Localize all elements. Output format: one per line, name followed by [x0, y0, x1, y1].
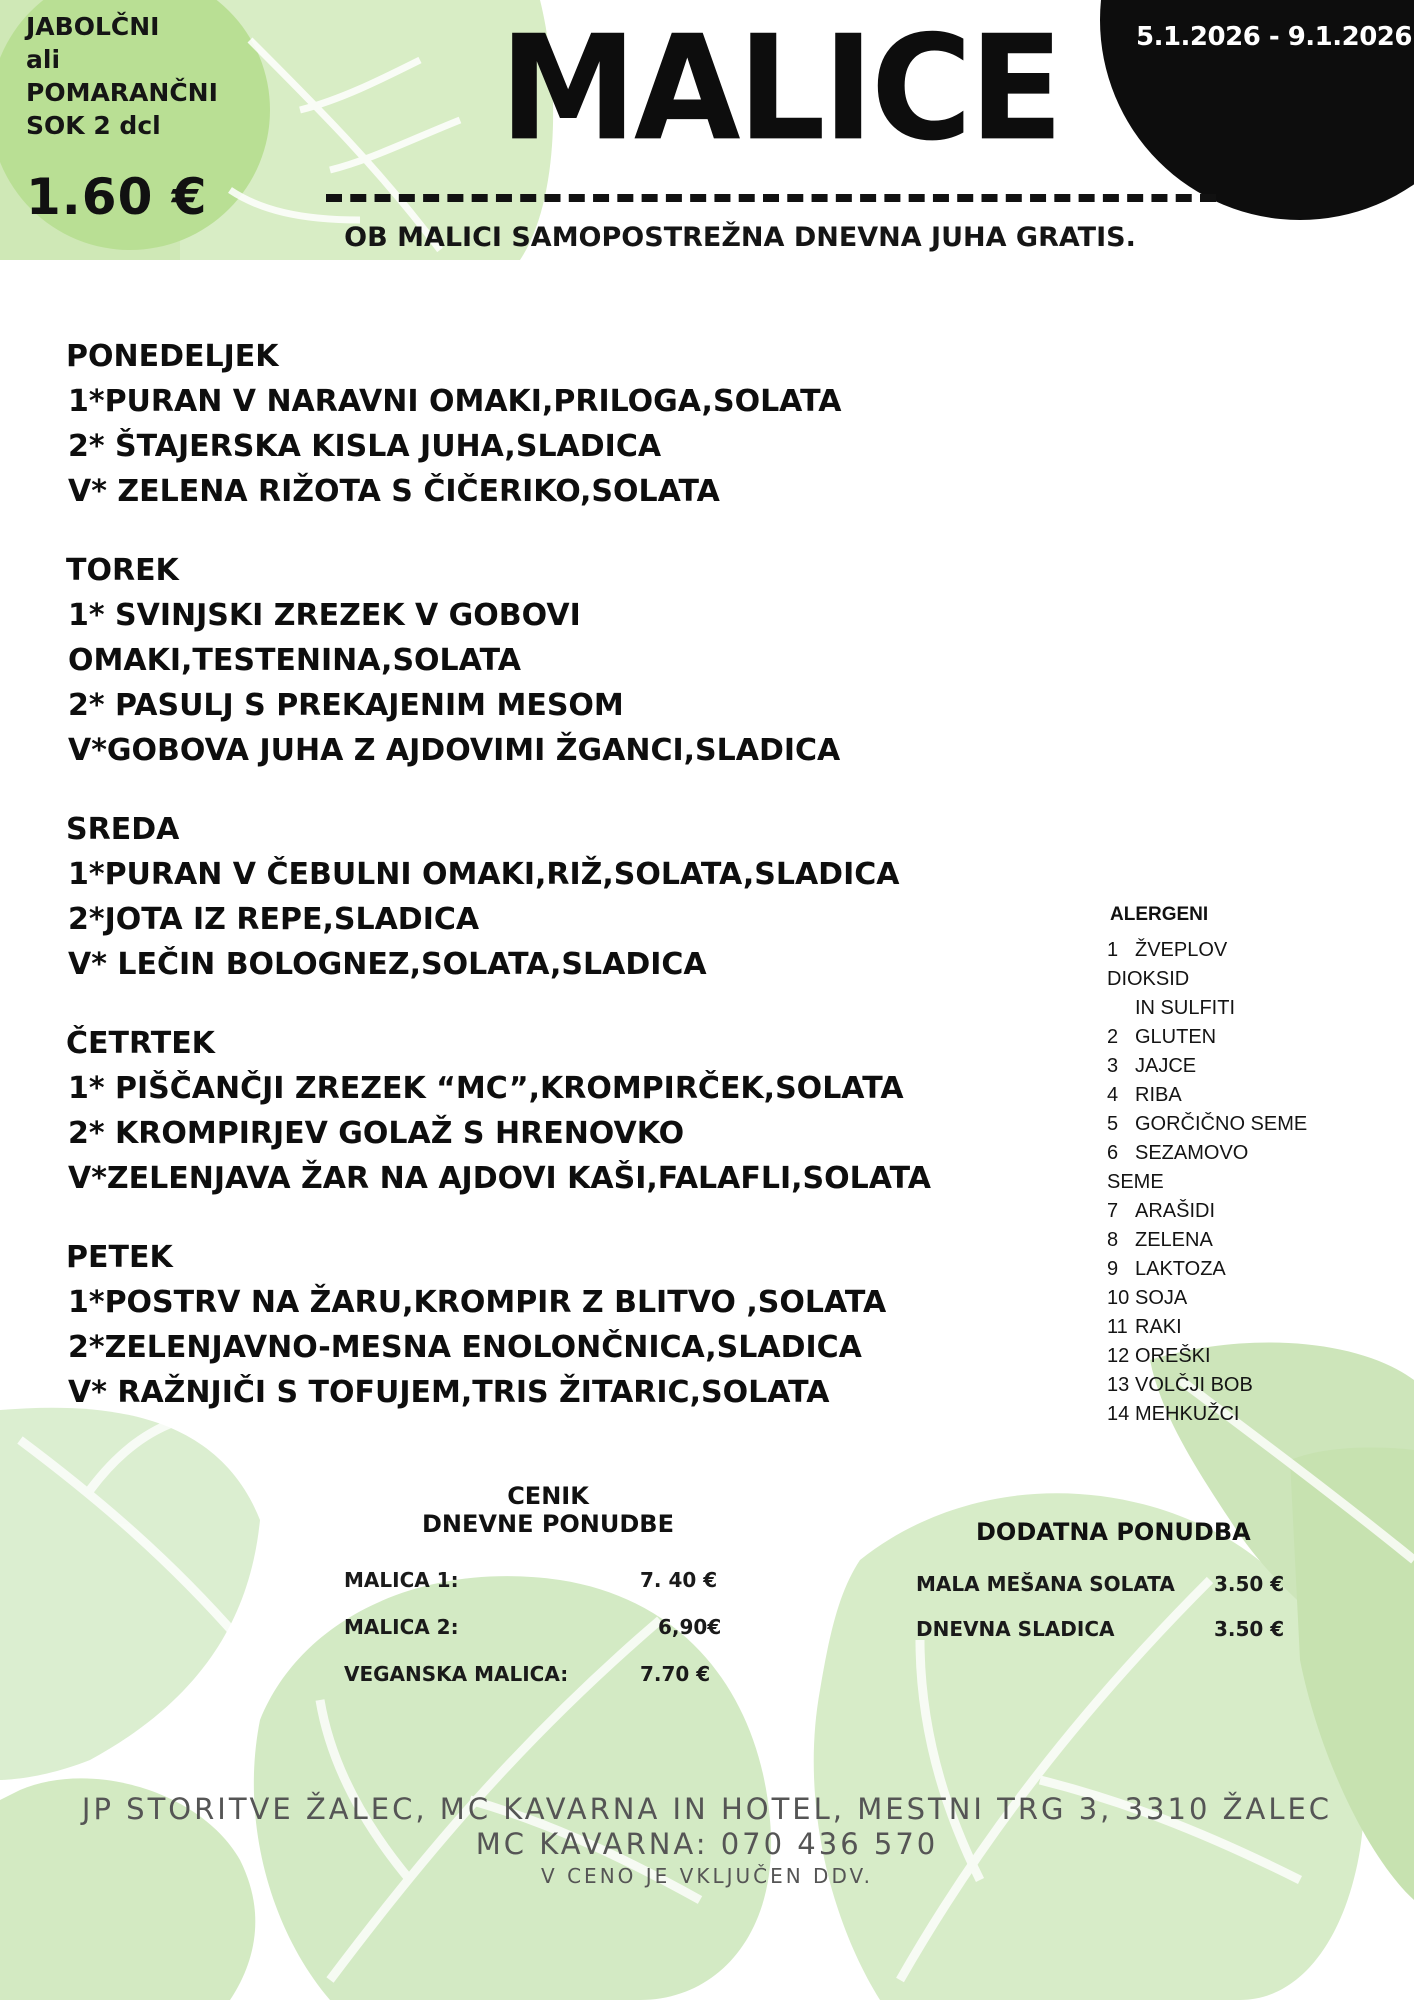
day-name: PONEDELJEK [66, 339, 279, 374]
day-name: SREDA [66, 812, 180, 847]
allergen-text: OREŠKI [1135, 1345, 1211, 1367]
daily-price-list [338, 1482, 758, 1709]
meal-item: 2* KROMPIRJEV GOLAŽ S HRENOVKO [68, 1116, 685, 1151]
allergen-item [1107, 1197, 1337, 1226]
juice-price: 1.60 € [26, 168, 208, 226]
additional-offer [910, 1518, 1330, 1662]
allergen-number: 13 [1107, 1374, 1130, 1396]
allergen-text: RIBA [1135, 1084, 1182, 1106]
meal-item: 1*PURAN V ČEBULNI OMAKI,RIŽ,SOLATA,SLADICA [68, 857, 900, 892]
allergen-text: DIOKSID [1107, 968, 1190, 990]
allergen-list [1107, 936, 1337, 1429]
allergen-item [1107, 1226, 1337, 1255]
allergen-text: IN SULFITI [1135, 997, 1236, 1019]
price-list-title-line-2: DNEVNE PONUDBE [422, 1510, 674, 1538]
allergen-number: 5 [1107, 1113, 1119, 1135]
allergen-item [1107, 1284, 1337, 1313]
allergen-text: GORČIČNO SEME [1135, 1113, 1308, 1135]
allergen-number: 7 [1107, 1200, 1119, 1222]
allergen-item [1107, 994, 1337, 1023]
allergen-number: 3 [1107, 1055, 1119, 1077]
allergen-number: 11 [1107, 1316, 1128, 1338]
allergen-text: SOJA [1135, 1287, 1188, 1309]
price-label: MALICA 2: [344, 1615, 459, 1639]
price-row [338, 1568, 758, 1615]
allergen-number: 2 [1107, 1026, 1119, 1048]
allergen-text: ZELENA [1135, 1229, 1213, 1251]
meal-item: 1*PURAN V NARAVNI OMAKI,PRILOGA,SOLATA [68, 384, 842, 419]
price-rows [338, 1568, 758, 1709]
meal-item: 1* SVINJSKI ZREZEK V GOBOVI OMAKI,TESTENINA,SOLATA [68, 598, 581, 678]
price-row [910, 1572, 1330, 1617]
allergen-text: ŽVEPLOV [1135, 939, 1228, 961]
allergen-item [1107, 1313, 1337, 1342]
price-label: MALA MEŠANA SOLATA [916, 1572, 1175, 1596]
juice-line-1: JABOLČNI [26, 12, 160, 41]
footer [40, 1792, 1374, 1890]
allergen-number: 8 [1107, 1229, 1119, 1251]
weekly-menu [60, 334, 1040, 1449]
allergen-item [1107, 1023, 1337, 1052]
day-name: ČETRTEK [66, 1026, 215, 1061]
footer-phone: MC KAVARNA: 070 436 570 [475, 1827, 939, 1861]
price-row [910, 1617, 1330, 1662]
additional-offer-title: DODATNA PONUDBA [976, 1518, 1251, 1546]
meal-item: V* ZELENA RIŽOTA S ČIČERIKO,SOLATA [68, 474, 720, 509]
allergen-number: 4 [1107, 1084, 1119, 1106]
meal-item: 2*ZELENJAVNO-MESNA ENOLONČNICA,SLADICA [68, 1330, 862, 1365]
allergen-text: JAJCE [1135, 1055, 1197, 1077]
price-value: 6,90€ [658, 1615, 722, 1639]
allergen-item [1107, 1139, 1337, 1168]
day-monday [60, 334, 1040, 514]
juice-line-3: POMARANČNI [26, 78, 218, 107]
meal-item: 2* PASULJ S PREKAJENIM MESOM [68, 688, 624, 723]
meal-item: V*ZELENJAVA ŽAR NA AJDOVI KAŠI,FALAFLI,SOLATA [68, 1161, 932, 1196]
day-tuesday [60, 548, 1040, 773]
allergen-item [1107, 1400, 1337, 1429]
allergen-text: VOLČJI BOB [1135, 1374, 1253, 1396]
allergen-text: SEZAMOVO [1135, 1142, 1249, 1164]
allergen-item [1107, 1052, 1337, 1081]
price-value: 3.50 € [1214, 1572, 1285, 1596]
allergen-number: 9 [1107, 1258, 1119, 1280]
additional-price-rows [910, 1572, 1330, 1662]
dashed-divider [326, 194, 1216, 212]
price-label: DNEVNA SLADICA [916, 1617, 1115, 1641]
allergen-text: LAKTOZA [1135, 1258, 1226, 1280]
price-label: MALICA 1: [344, 1568, 459, 1592]
allergen-text: RAKI [1135, 1316, 1182, 1338]
allergen-number: 14 [1107, 1403, 1130, 1425]
day-friday [60, 1235, 1040, 1415]
allergen-item [1107, 936, 1337, 965]
price-value: 3.50 € [1214, 1617, 1285, 1641]
allergen-item [1107, 965, 1337, 994]
meal-item: 1*POSTRV NA ŽARU,KROMPIR Z BLITVO ,SOLATA [68, 1285, 887, 1320]
allergen-item [1107, 1371, 1337, 1400]
meal-item: V* LEČIN BOLOGNEZ,SOLATA,SLADICA [68, 947, 707, 982]
juice-line-2: ali [26, 45, 61, 74]
allergen-text: GLUTEN [1135, 1026, 1217, 1048]
allergen-number: 12 [1107, 1345, 1130, 1367]
allergen-item [1107, 1081, 1337, 1110]
allergen-number: 1 [1107, 939, 1119, 961]
day-wednesday [60, 807, 1040, 987]
allergen-number: 6 [1107, 1142, 1119, 1164]
day-name: PETEK [66, 1240, 173, 1275]
meal-item: 2* ŠTAJERSKA KISLA JUHA,SLADICA [68, 429, 662, 464]
allergen-item [1107, 1255, 1337, 1284]
meal-item: V* RAŽNJIČI S TOFUJEM,TRIS ŽITARIC,SOLATA [68, 1375, 830, 1410]
meal-item: 1* PIŠČANČJI ZREZEK “MC”,KROMPIRČEK,SOLATA [68, 1071, 904, 1106]
allergen-text: MEHKUŽCI [1135, 1403, 1240, 1425]
price-row [338, 1615, 758, 1662]
footer-vat-note: V CENO JE VKLJUČEN DDV. [541, 1864, 873, 1888]
allergen-item [1107, 1110, 1337, 1139]
date-range: 5.1.2026 - 9.1.2026 [1136, 22, 1412, 52]
allergen-text: ARAŠIDI [1135, 1200, 1216, 1222]
allergen-number: 10 [1107, 1287, 1130, 1309]
day-name: TOREK [66, 553, 179, 588]
price-row [338, 1662, 758, 1709]
price-list-title [418, 1482, 678, 1538]
allergen-item [1107, 1168, 1337, 1197]
juice-line-4: SOK 2 dcl [26, 111, 161, 140]
price-value: 7. 40 € [640, 1568, 718, 1592]
juice-offer [26, 10, 266, 226]
day-thursday [60, 1021, 1040, 1201]
meal-item: 2*JOTA IZ REPE,SLADICA [68, 902, 480, 937]
allergens-legend [1107, 904, 1337, 1429]
page-title: MALICE [499, 3, 1061, 174]
soup-note: OB MALICI SAMOPOSTREŽNA DNEVNA JUHA GRATIS. [344, 222, 1136, 253]
meal-item: V*GOBOVA JUHA Z AJDOVIMI ŽGANCI,SLADICA [68, 733, 841, 768]
price-list-title-line-1: CENIK [507, 1482, 589, 1510]
price-label: VEGANSKA MALICA: [344, 1662, 569, 1686]
footer-address: JP STORITVE ŽALEC, MC KAVARNA IN HOTEL, MESTNI TRG 3, 3310 ŽALEC [81, 1792, 1333, 1826]
price-value: 7.70 € [640, 1662, 711, 1686]
allergen-item [1107, 1342, 1337, 1371]
leaf-bottom-left [0, 1408, 260, 1780]
allergens-title: ALERGENI [1110, 904, 1209, 925]
allergen-text: SEME [1107, 1171, 1164, 1193]
